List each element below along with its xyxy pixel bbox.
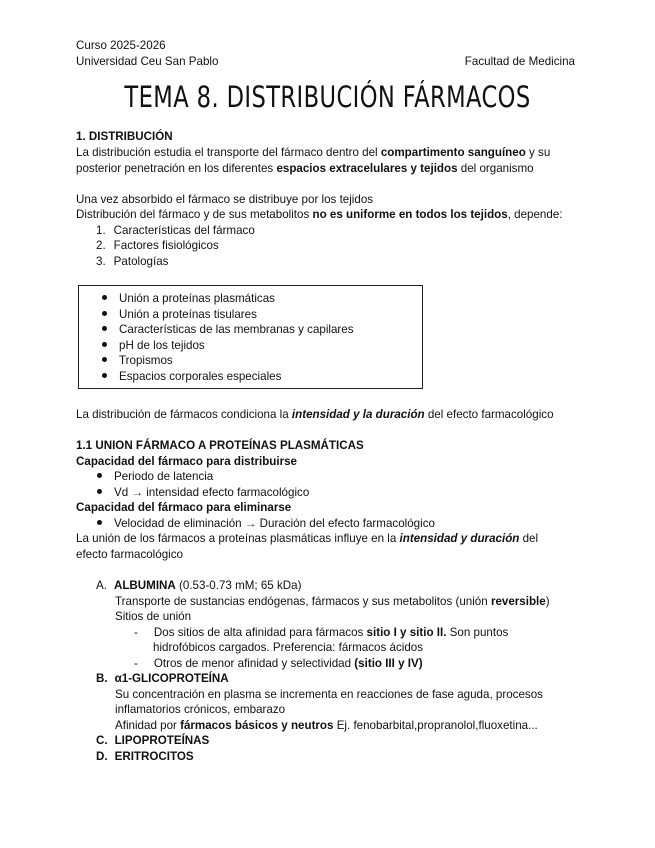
faculty-label: Facultad de Medicina — [464, 55, 575, 68]
paragraph-line: La unión de los fármacos a proteínas plasmáticas influye en la intensidad y duración del — [76, 532, 539, 545]
list-item: pH de los tejidos — [102, 338, 205, 353]
paragraph-line: Transporte de sustancias endógenas, fármacos y sus metabolitos (unión reversible) — [115, 595, 550, 608]
paragraph-line: efecto farmacológico — [76, 548, 183, 561]
paragraph-line: Una vez absorbido el fármaco se distribuye por los tejidos — [76, 193, 374, 206]
paragraph-line: Sitios de unión — [115, 610, 192, 623]
list-item: 3. Patologías — [96, 255, 169, 268]
list-item: Espacios corporales especiales — [102, 369, 281, 384]
list-item: Características de las membranas y capilares — [102, 322, 354, 337]
list-item: 1. Características del fármaco — [96, 224, 255, 237]
paragraph-line: La distribución de fármacos condiciona la intensidad y la duración del efecto farmacológico — [76, 408, 554, 421]
list-item: - Dos sitios de alta afinidad para fármacos sitio I y sitio II. Son puntos — [134, 626, 509, 639]
paragraph-line: Su concentración en plasma se incrementa en reacciones de fase aguda, procesos — [115, 688, 543, 701]
paragraph-line: inflamatorios crónicos, embarazo — [115, 703, 286, 716]
paragraph-line: posterior penetración en los diferentes espacios extracelulares y tejidos del organismo — [76, 162, 534, 175]
subheading: Capacidad del fármaco para distribuirse — [76, 455, 298, 468]
university-label: Universidad Ceu San Pablo — [76, 55, 219, 68]
list-item: C. LIPOPROTEÍNAS — [96, 734, 210, 747]
list-item: 2. Factores fisiológicos — [96, 239, 219, 252]
bullet-icon — [97, 473, 102, 478]
list-item: Tropismos — [102, 353, 173, 368]
list-item: Periodo de latencia — [97, 469, 213, 484]
list-item: - Otros de menor afinidad y selectividad (sitio III y IV) — [134, 657, 423, 670]
bullet-icon — [97, 520, 102, 525]
bullet-icon — [97, 489, 102, 494]
list-item: A. ALBUMINA (0.53-0.73 mM; 65 kDa) — [96, 579, 302, 592]
list-item: D. ERITROCITOS — [96, 750, 194, 763]
bullet-icon — [102, 357, 107, 362]
bullet-icon — [102, 326, 107, 331]
page-title: TEMA 8. DISTRIBUCIÓN FÁRMACOS — [124, 80, 531, 114]
bullet-icon — [102, 311, 107, 316]
section-heading: 1.1 UNION FÁRMACO A PROTEÍNAS PLASMÁTICAS — [76, 439, 364, 452]
paragraph-line: La distribución estudia el transporte del fármaco dentro del compartimento sanguíneo y su — [76, 146, 551, 159]
subheading: Capacidad del fármaco para eliminarse — [76, 501, 292, 514]
paragraph-line: Afinidad por fármacos básicos y neutros Ej. fenobarbital,propranolol,fluoxetina... — [115, 719, 538, 732]
list-item: Vd → intensidad efecto farmacológico — [97, 485, 309, 500]
list-item: B. α1-GLICOPROTEÍNA — [96, 672, 229, 685]
bullet-icon — [102, 295, 107, 300]
course-label: Curso 2025-2026 — [76, 39, 166, 52]
list-item: Velocidad de eliminación → Duración del efecto farmacológico — [97, 516, 435, 531]
section-heading: 1. DISTRIBUCIÓN — [76, 130, 173, 143]
paragraph-line: Distribución del fármaco y de sus metabolitos no es uniforme en todos los tejidos, depende: — [76, 208, 563, 221]
paragraph-line: hidrofóbicos cargados. Preferencia: fármacos ácidos — [153, 641, 424, 654]
list-item: Unión a proteínas plasmáticas — [102, 291, 275, 306]
bullet-icon — [102, 342, 107, 347]
list-item: Unión a proteínas tisulares — [102, 307, 257, 322]
bullet-icon — [102, 373, 107, 378]
